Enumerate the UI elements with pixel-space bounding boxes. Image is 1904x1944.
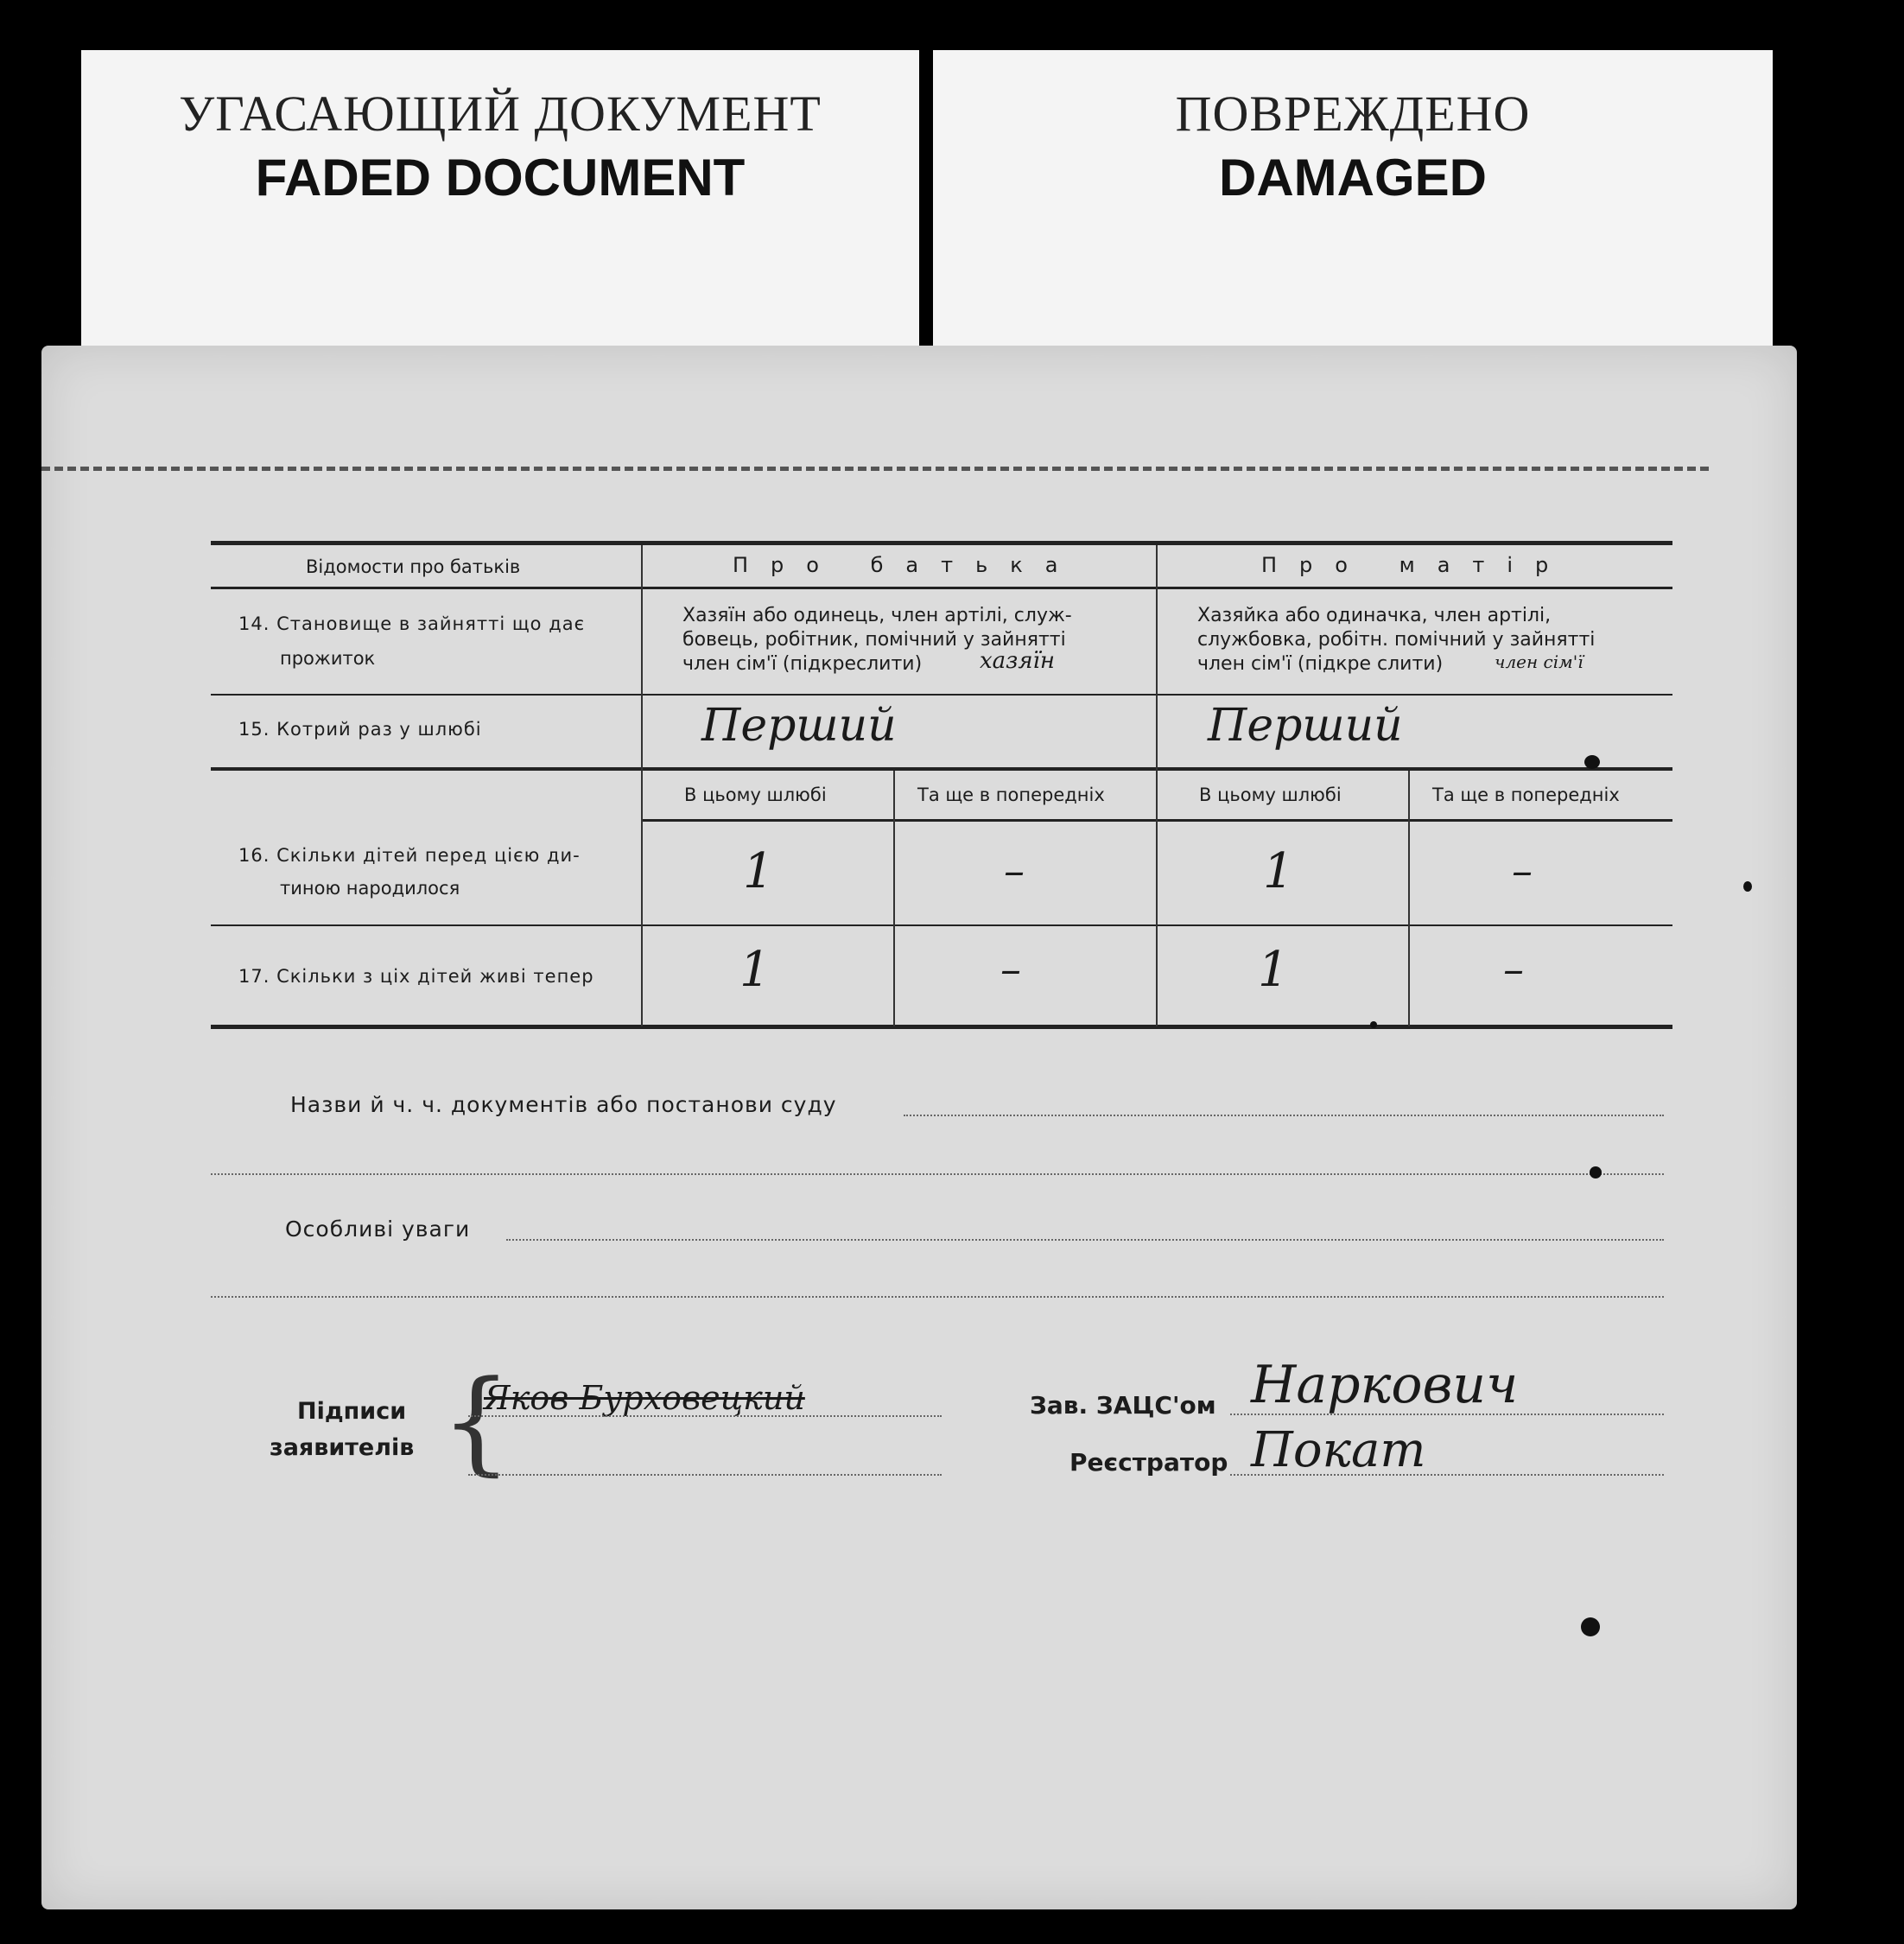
record-sheet xyxy=(41,346,1797,1909)
damage-speck xyxy=(1590,1166,1602,1178)
damage-speck xyxy=(1370,1021,1377,1028)
sub-mother-previous: Та ще в попередніх xyxy=(1432,785,1620,805)
registrar-label: Реєстратор xyxy=(1069,1448,1228,1477)
row16-rule xyxy=(211,924,1672,926)
registrar-signature: Покат xyxy=(1251,1422,1426,1478)
row17-label: 17. Скільки з ціх дітей живі тепер xyxy=(238,966,594,987)
row15-mother-handwriting: Перший xyxy=(1208,700,1403,752)
row15-father-handwriting: Перший xyxy=(701,700,897,752)
header-parents-info: Відомости про батьків xyxy=(306,556,521,577)
damaged-label-ru: ПОВРЕЖДЕНО xyxy=(1175,86,1531,142)
documents-line-1 xyxy=(904,1115,1664,1116)
row14-label-1: 14. Становище в зайнятті що дає xyxy=(238,613,586,634)
head-line xyxy=(1230,1414,1664,1415)
row14-father-2: бовець, робітник, помічний у зайнятті xyxy=(682,629,1066,651)
row14-father-3: член сім'ї (підкреслити) xyxy=(682,653,923,675)
faded-label-ru: УГАСАЮЩИЙ ДОКУМЕНТ xyxy=(179,86,822,142)
head-label: Зав. ЗАЦС'ом xyxy=(1030,1391,1216,1420)
sub-mother-current: В цьому шлюбі xyxy=(1199,785,1342,805)
header-rule xyxy=(211,587,1672,589)
applicant-line-1 xyxy=(468,1415,942,1417)
applicant-line-2 xyxy=(468,1474,942,1476)
row15-label: 15. Котрий раз у шлюбі xyxy=(238,719,482,740)
damage-speck xyxy=(1743,881,1752,892)
applicant-signature: Яков Бурховецкий xyxy=(484,1379,805,1417)
row16-label-1: 16. Скільки дітей перед цією ди- xyxy=(238,845,581,866)
applicants-label-2: заявителів xyxy=(270,1434,415,1461)
row17-mother-current: 1 xyxy=(1258,942,1289,998)
row17-father-current: 1 xyxy=(739,942,771,998)
row14-label-2: прожиток xyxy=(280,648,376,669)
row15-rule xyxy=(211,767,1672,771)
damaged-label-en: DAMAGED xyxy=(1219,149,1487,206)
perforation-line xyxy=(41,467,1709,471)
col-divider-1 xyxy=(641,545,643,1026)
head-signature: Наркович xyxy=(1251,1355,1519,1415)
row14-mother-1: Хазяйка або одиначка, член артілі, xyxy=(1197,605,1552,626)
row14-father-handwriting: хазяїн xyxy=(980,648,1056,674)
row16-father-current: 1 xyxy=(743,843,774,899)
documents-label: Назви й ч. ч. документів або постанови суду xyxy=(290,1092,837,1117)
row16-father-previous: – xyxy=(1004,847,1025,895)
applicants-brace: { xyxy=(441,1356,512,1487)
table-bottom-rule xyxy=(211,1025,1672,1029)
row14-mother-3: член сім'ї (підкре слити) xyxy=(1197,653,1444,675)
registrar-line xyxy=(1230,1474,1664,1476)
header-father: Про батька xyxy=(733,553,1081,577)
damage-speck xyxy=(1584,755,1600,769)
faded-document-card xyxy=(81,50,919,348)
col-divider-father xyxy=(893,771,895,1026)
row14-rule xyxy=(211,694,1672,696)
remarks-label: Особливі уваги xyxy=(285,1217,471,1242)
damage-speck xyxy=(1581,1617,1600,1636)
row14-father-1: Хазяїн або одинець, член артілі, служ- xyxy=(682,605,1072,626)
col-divider-mother xyxy=(1408,771,1410,1026)
remarks-line-2 xyxy=(211,1296,1664,1298)
faded-label-en: FADED DOCUMENT xyxy=(255,149,746,206)
row14-mother-handwriting: член сім'ї xyxy=(1495,651,1583,672)
applicants-label-1: Підписи xyxy=(297,1398,407,1425)
damaged-document-card xyxy=(933,50,1773,348)
row16-label-2: тиною народилося xyxy=(280,878,460,899)
row17-mother-previous: – xyxy=(1503,945,1524,994)
documents-line-2 xyxy=(211,1173,1664,1175)
row16-mother-current: 1 xyxy=(1263,843,1294,899)
header-mother: Про матір xyxy=(1261,553,1571,577)
sub-father-previous: Та ще в попередніх xyxy=(917,785,1105,805)
row17-father-previous: – xyxy=(1000,945,1021,994)
remarks-line-1 xyxy=(506,1239,1664,1241)
sub-father-current: В цьому шлюбі xyxy=(684,785,827,805)
table-top-rule xyxy=(211,541,1672,545)
col-divider-2 xyxy=(1156,545,1158,1026)
row16-mother-previous: – xyxy=(1512,847,1533,895)
row14-mother-2: службовка, робітн. помічний у зайнятті xyxy=(1197,629,1596,651)
